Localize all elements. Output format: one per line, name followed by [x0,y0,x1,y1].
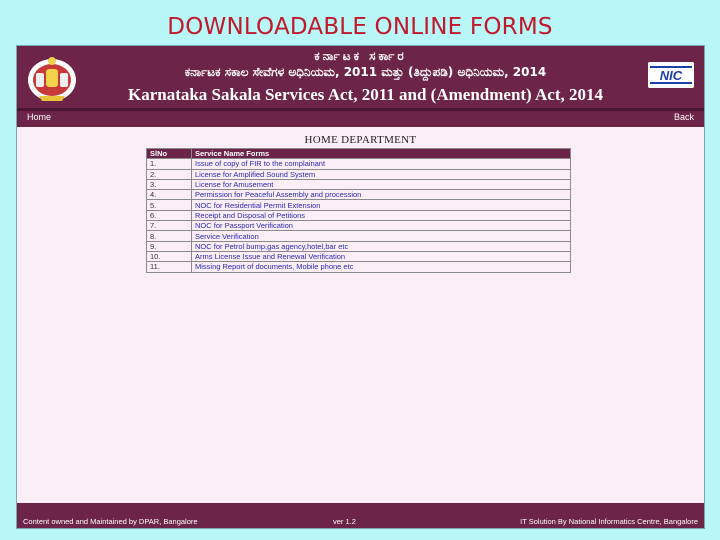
header-service-name: Service Name Forms [192,149,571,159]
banner-kannada-title: ಕರ್ನಾಟಕ ಸರ್ಕಾರ [314,49,407,63]
row-service-cell [192,200,571,210]
row-number: 1. [147,159,192,169]
row-number: 7. [147,221,192,231]
table-header-row [147,149,571,159]
form-link[interactable]: License for Amplified Sound System [195,169,316,179]
table-row [147,262,571,272]
form-link[interactable]: NOC for Passport Verification [195,221,293,231]
form-link[interactable]: Permission for Peaceful Assembly and procession [195,190,362,200]
table-row [147,221,571,231]
table-row [147,241,571,251]
form-link[interactable]: License for Amusement [195,180,274,190]
row-number: 10. [147,251,192,261]
footer-credit: IT Solution By National Informatics Centre, Bangalore [520,517,698,526]
row-service-cell [192,231,571,241]
footer-version: ver 1.2 [333,517,356,526]
row-number: 3. [147,179,192,189]
row-service-cell [192,210,571,220]
department-title: HOME DEPARTMENT [304,134,417,146]
row-service-cell [192,251,571,261]
slide-title: DOWNLOADABLE ONLINE FORMS [167,14,553,40]
form-link[interactable]: Receipt and Disposal of Petitions [195,210,306,220]
footer-ownership: Content owned and Maintained by DPAR, Bangalore [23,517,198,526]
forms-table [146,148,571,273]
row-service-cell [192,190,571,200]
row-number: 2. [147,169,192,179]
form-link[interactable]: Issue of copy of FIR to the complainant [195,159,326,169]
row-service-cell [192,221,571,231]
form-link[interactable]: Service Verification [195,231,259,241]
table-row [147,169,571,179]
row-number: 5. [147,200,192,210]
footer-bar [17,503,704,528]
row-number: 6. [147,210,192,220]
table-row [147,179,571,189]
form-link[interactable]: Missing Report of documents, Mobile phone etc [195,262,354,272]
banner-english-act: Karnataka Sakala Services Act, 2011 and (Amendment) Act, 2014 [127,85,604,104]
header-banner [17,46,704,111]
row-service-cell [192,179,571,189]
banner-kannada-act: ಕರ್ನಾಟಕ ಸಕಾಲ ಸೇವೆಗಳ ಅಧಿನಿಯಮ, 2011 ಮತ್ತು (ತಿದ್ದುಪಡಿ) ಅಧಿನಿಯಮ, 2014 [184,65,547,79]
table-row [147,231,571,241]
row-number: 11. [147,262,192,272]
nic-logo-text: NIC [659,68,683,83]
row-service-cell [192,169,571,179]
header-slno: SlNo [147,149,192,159]
home-link[interactable]: Home [27,112,52,122]
form-link[interactable]: Arms License Issue and Renewal Verification [195,252,346,262]
table-row [147,200,571,210]
table-row [147,159,571,169]
navigation-bar [17,111,704,127]
nic-logo-icon [648,62,694,88]
form-link[interactable]: NOC for Petrol bump,gas agency,hotel,bar etc [195,241,349,251]
web-page-screenshot [16,45,705,529]
row-number: 8. [147,231,192,241]
table-row [147,251,571,261]
row-number: 9. [147,241,192,251]
row-service-cell [192,241,571,251]
row-service-cell [192,262,571,272]
table-row [147,190,571,200]
back-link[interactable]: Back [673,112,694,122]
form-link[interactable]: NOC for Residential Permit Extension [195,200,321,210]
table-row [147,210,571,220]
row-service-cell [192,159,571,169]
row-number: 4. [147,190,192,200]
